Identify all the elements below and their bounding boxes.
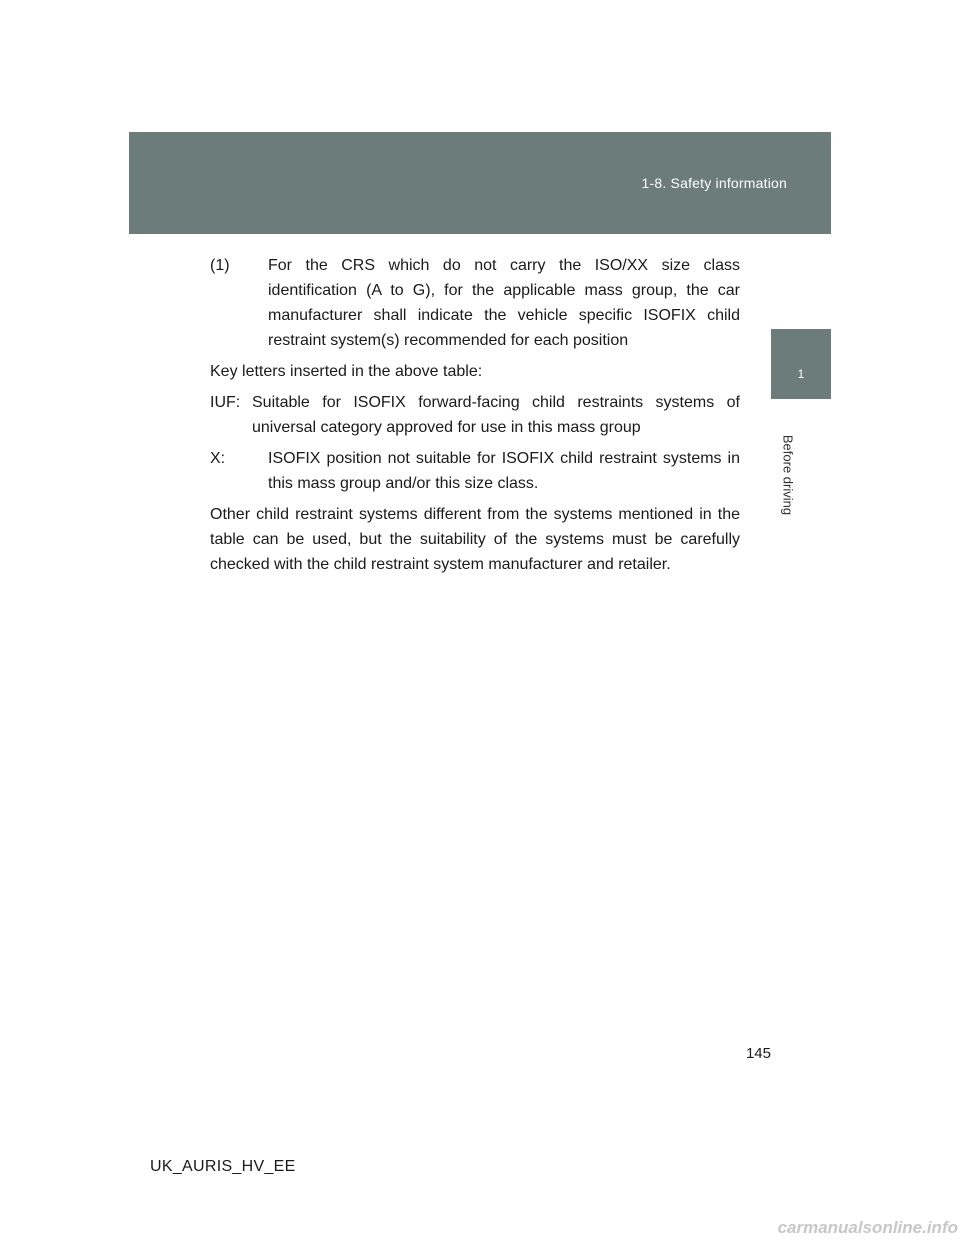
content-body (210, 253, 740, 583)
chapter-number: 1 (797, 367, 805, 381)
footnote-1-marker: (1) (210, 257, 230, 274)
key-x-marker: X: (210, 450, 226, 467)
section-title: 1-8. Safety information (641, 175, 787, 191)
header-band (129, 132, 831, 234)
chapter-label-text: Before driving (780, 434, 796, 516)
key-iuf-text: Suitable for ISOFIX forward-facing child restraints systems of universal category approved for use in this mass group (252, 394, 740, 436)
page-number: 145 (745, 1045, 771, 1062)
watermark: carmanualsonline.info (777, 1218, 958, 1237)
key-intro: Key letters inserted in the above table: (210, 363, 483, 380)
key-iuf-marker: IUF: (210, 394, 241, 411)
footnote-1-text: For the CRS which do not carry the ISO/XX size class identification (A to G), for the applicable mass group, the car manufacturer shall indicate the vehicle specific ISOFIX child restraint system(s) recommended for each position (268, 257, 740, 349)
key-x-text: ISOFIX position not suitable for ISOFIX child restraint systems in this mass group and/or this size class. (268, 450, 740, 492)
footnote-1 (210, 253, 740, 353)
chapter-label (778, 415, 798, 535)
key-iuf (210, 390, 740, 440)
footer-code: UK_AURIS_HV_EE (150, 1158, 296, 1175)
closing-paragraph: Other child restraint systems different from the systems mentioned in the table can be used, but the suitability of the systems must be carefully checked with the child restraint system manufacturer and retailer. (210, 506, 740, 573)
key-x (210, 446, 740, 496)
chapter-tab (771, 329, 831, 399)
